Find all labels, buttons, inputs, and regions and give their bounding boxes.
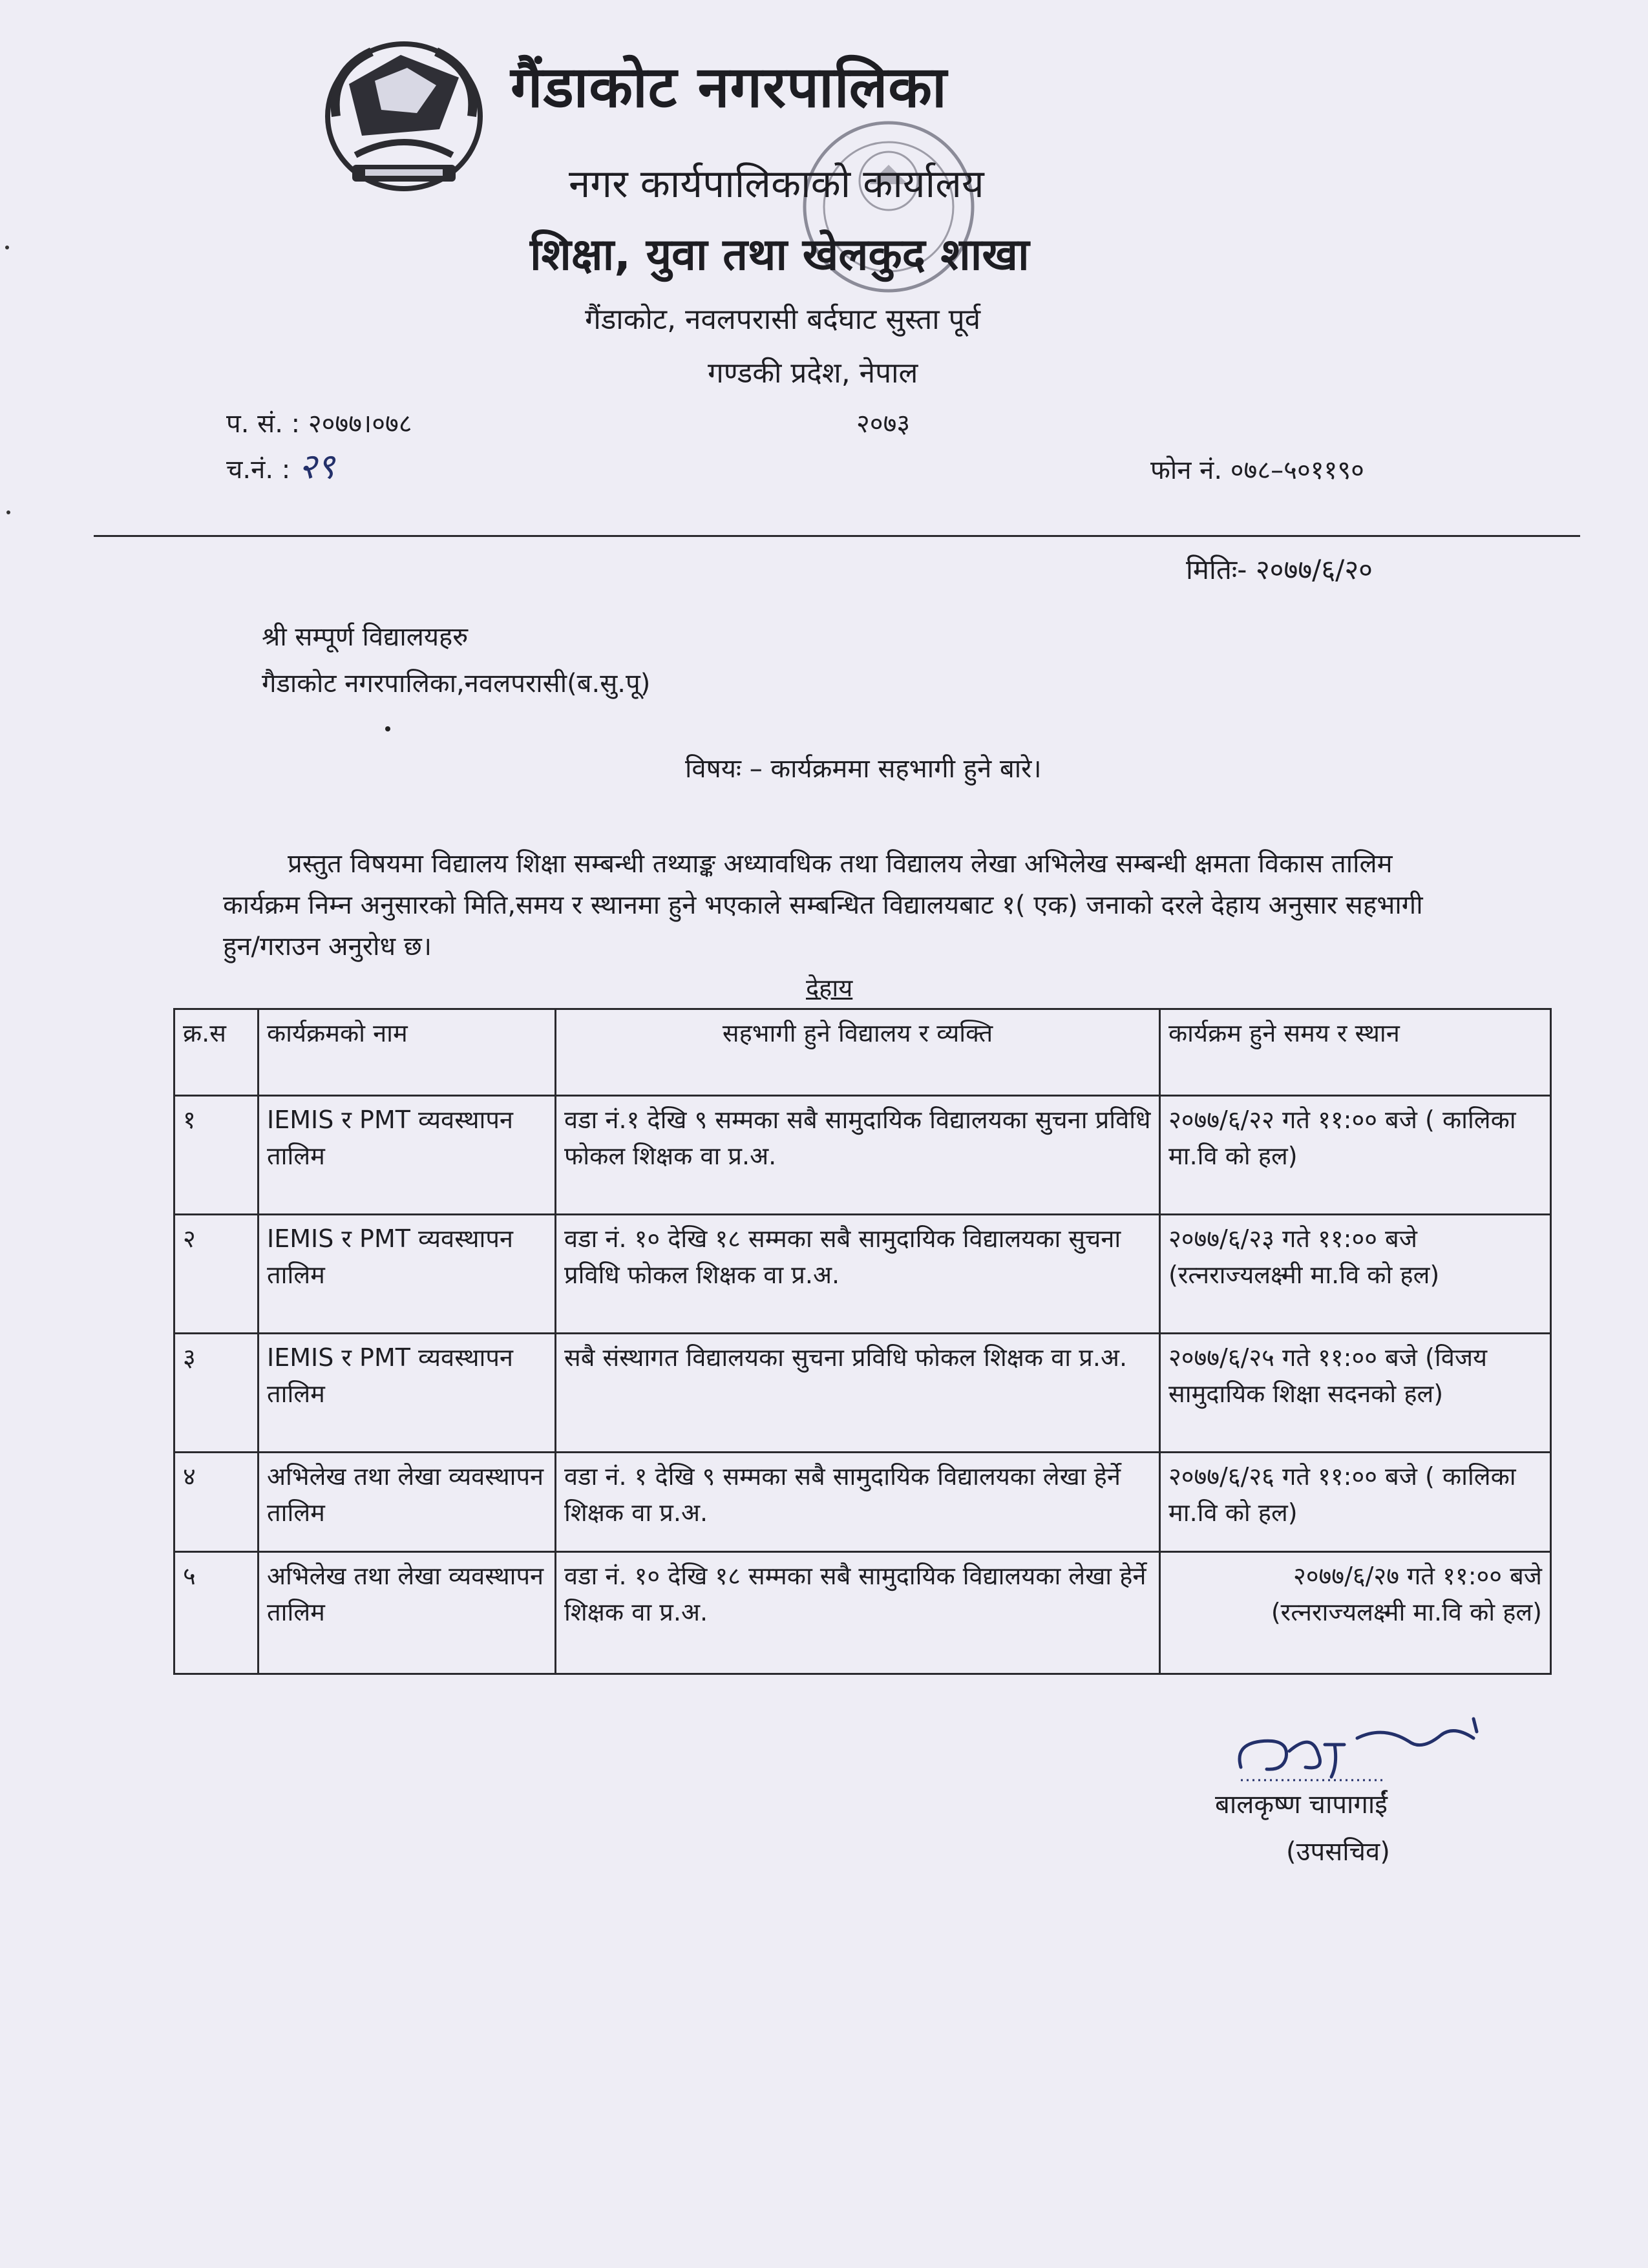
branch-name: शिक्षा, युवा तथा खेलकुद शाखा: [530, 229, 1030, 280]
office-round-stamp: [785, 110, 992, 323]
cell-participants: वडा नं. १० देखि १८ सम्मका सबै सामुदायिक विद्यालयका सुचना प्रविधि फोकल शिक्षक वा प्र.अ.: [556, 1215, 1160, 1334]
dispatch-number: [226, 447, 335, 489]
date-value: २०७७/६/२०: [1255, 554, 1373, 585]
cell-program: IEMIS र PMT व्यवस्थापन तालिम: [259, 1215, 556, 1334]
cell-schedule: २०७७/६/२६ गते ११:०० बजे ( कालिका मा.वि को हल): [1160, 1453, 1551, 1552]
letter-subject: विषयः – कार्यक्रममा सहभागी हुने बारे।: [685, 754, 1042, 784]
cell-serial: ४: [174, 1453, 259, 1552]
address-line-1: गैंडाकोट, नवलपरासी बर्दघाट सुस्ता पूर्व: [585, 303, 981, 336]
cell-program: IEMIS र PMT व्यवस्थापन तालिम: [259, 1334, 556, 1453]
ref-label: प. सं. :: [226, 409, 301, 439]
signer-designation: (उपसचिव): [1286, 1837, 1390, 1867]
phone-label: फोन नं.: [1150, 456, 1223, 485]
cell-program: IEMIS र PMT व्यवस्थापन तालिम: [259, 1096, 556, 1215]
handwritten-signature: [1228, 1706, 1499, 1790]
dispatch-label: च.नं. :: [226, 455, 291, 485]
cell-participants: वडा नं. १० देखि १८ सम्मका सबै सामुदायिक विद्यालयका लेखा हेर्ने शिक्षक वा प्र.अ.: [556, 1552, 1160, 1674]
phone-value: ०७८–५०११९०: [1230, 456, 1364, 485]
cell-serial: ५: [174, 1552, 259, 1674]
phone-number: [1150, 452, 1364, 488]
letter-body: प्रस्तुत विषयमा विद्यालय शिक्षा सम्बन्धी तथ्याङ्क अध्यावधिक तथा विद्यालय लेखा अभिलेख सम्बन्धी क्षमता विकास तालिम कार्यक्रम निम्न अनुसारको मिति,समय र स्थानमा हुने भएकाले सम्बन्धित विद्यालयबाट १( एक) जनाको दरले देहाय अनुसार सहभागी हुन/गराउन अनुरोध छ।: [223, 849, 1423, 961]
cell-participants: वडा नं. १ देखि ९ सम्मका सबै सामुदायिक विद्यालयका लेखा हेर्ने शिक्षक वा प्र.अ.: [556, 1453, 1160, 1552]
cell-serial: २: [174, 1215, 259, 1334]
municipality-title: गैंडाकोट नगरपालिका: [511, 54, 947, 120]
cell-participants: सबै संस्थागत विद्यालयका सुचना प्रविधि फोकल शिक्षक वा प्र.अ.: [556, 1334, 1160, 1453]
header-schedule: कार्यक्रम हुने समय र स्थान: [1160, 1009, 1551, 1096]
municipality-emblem-logo: [310, 32, 498, 200]
cell-schedule: २०७७/६/२२ गते ११:०० बजे ( कालिका मा.वि को हल): [1160, 1096, 1551, 1215]
established-year: २०७३: [856, 409, 911, 439]
cell-serial: ३: [174, 1334, 259, 1453]
cell-schedule: २०७७/६/२७ गते ११:०० बजे (रत्नराज्यलक्ष्मी मा.वि को हल): [1160, 1552, 1551, 1674]
ref-value: २०७७।०७८: [308, 409, 412, 439]
table-row: [174, 1334, 1551, 1453]
recipient-line-2: गैडाकोट नगरपालिका,नवलपरासी(ब.सु.पू): [262, 669, 651, 698]
ink-dot: [385, 726, 390, 731]
cell-serial: १: [174, 1096, 259, 1215]
scan-speck: [5, 246, 9, 249]
table-row: [174, 1552, 1551, 1674]
header-program: कार्यक्रमको नाम: [259, 1009, 556, 1096]
reference-number: [226, 406, 412, 442]
cell-participants: वडा नं.१ देखि ९ सम्मका सबै सामुदायिक विद्यालयका सुचना प्रविधि फोकल शिक्षक वा प्र.अ.: [556, 1096, 1160, 1215]
cell-program: अभिलेख तथा लेखा व्यवस्थापन तालिम: [259, 1552, 556, 1674]
header-participants: सहभागी हुने विद्यालय र व्यक्ति: [556, 1009, 1160, 1096]
program-schedule-table: [173, 1008, 1552, 1675]
address-line-2: गण्डकी प्रदेश, नेपाल: [708, 357, 918, 390]
office-name: नगर कार्यपालिकाको कार्यालय: [569, 162, 984, 207]
table-row: [174, 1453, 1551, 1552]
cell-program: अभिलेख तथा लेखा व्यवस्थापन तालिम: [259, 1453, 556, 1552]
recipient-line-1: श्री सम्पूर्ण विद्यालयहरु: [262, 622, 469, 652]
table-row: [174, 1215, 1551, 1334]
annex-title: देहाय: [806, 974, 853, 1002]
signer-name: बालकृष्ण चापागाईं: [1215, 1790, 1388, 1820]
dispatch-value: २९: [298, 446, 335, 487]
date-label: मितिः-: [1186, 554, 1247, 585]
header-divider: [94, 535, 1580, 537]
scan-speck: [6, 510, 10, 514]
letter-date: [1186, 551, 1373, 589]
table-row: [174, 1096, 1551, 1215]
table-header-row: [174, 1009, 1551, 1096]
header-serial: क्र.स: [174, 1009, 259, 1096]
cell-schedule: २०७७/६/२३ गते ११:०० बजे (रत्नराज्यलक्ष्मी मा.वि को हल): [1160, 1215, 1551, 1334]
cell-schedule: २०७७/६/२५ गते ११:०० बजे (विजय सामुदायिक शिक्षा सदनको हल): [1160, 1334, 1551, 1453]
